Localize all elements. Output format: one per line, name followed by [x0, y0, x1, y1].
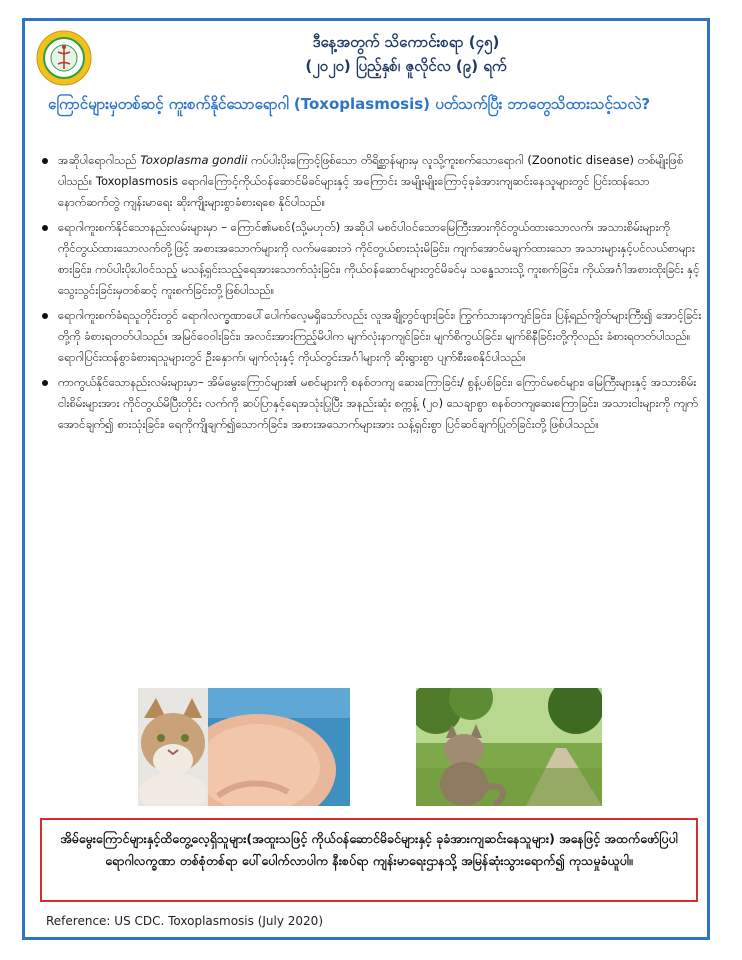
bullet-text: ကပ်ပါးပိုးကြောင့်ဖြစ်သော တိရိစ္ဆာန်များမှ လူသို့ကူးစက်သောရောဂါ (Zoonotic disease) တစ်မျိုးဖြစ်ပါသည်။ Toxoplasmosis ရောဂါကြောင့်ကိုယ်ဝန်ဆောင်မိခင်များနှင့် အကြောင်း အမျိုးမျိုးကြောင့်ခုခံအားကျဆင်းနေသူများတွင် ပြင်းထန်သောနောက်ဆက်တွဲ ကျန်းမာရေး ဆိုးကျိုးများစွာခံစားရစေ နိုင်ပါသည်။ [58, 153, 684, 209]
bullet-icon [42, 158, 48, 164]
bullet-text: ကာကွယ်နိုင်သောနည်းလမ်းများမှာ– အိမ်မွေးကြောင်များ၏ မစင်များကို စနစ်တကျ ဆေးကြောခြင်း/ စွန့်ပစ်ခြင်း၊ ကြောင်မစင်များ၊ မြေကြီးများနှင့် အသားစိမ်းငါးစိမ်းများအား ကိုင်တွယ်မိပြီးတိုင်း လက်ကို ဆပ်ပြာနှင့်ရေအသုံးပြုပြီး အနည်းဆုံး စက္ကန့် (၂၀) သေချာစွာ စနစ်တကျဆေးကြောခြင်း၊ အသားငါးများကို ကျက်အောင်ချက်၍ စားသုံးခြင်း၊ ရေကိုကျိုချက်၍သောက်ခြင်း၊ အစားအသောက်များအား သန့်ရှင်းစွာ ပြင်ဆင်ချက်ပြုတ်ခြင်းတို့ ဖြစ်ပါသည်။ [58, 375, 698, 431]
header-title [110, 30, 702, 78]
header-line-2: (၂၀၂၀) ပြည့်နှစ်၊ ဇူလိုင်လ (၉) ရက် [305, 57, 507, 75]
bullet-text-italic: Toxoplasma gondii [140, 153, 248, 167]
cat-pregnant-woman-photo [138, 688, 350, 806]
bullet-icon [42, 313, 48, 319]
bullet-list [38, 150, 702, 439]
bullet-text: ရောဂါကူးစက်နိုင်သောနည်းလမ်းများမှာ – ကြောင်၏မစင်(သို့မဟုတ်) အဆိုပါ မစင်ပါဝင်သောမြေကြီးအားကိုင်တွယ်ထားသောလက်၊ အသားစိမ်းများကို ကိုင်တွယ်ထားသောလက်တို့ဖြင့် အစားအသောက်များကို လက်မဆေးဘဲ ကိုင်တွယ်စားသုံးမိခြင်း၊ ကျက်အောင်မချက်ထားသော အသားများနှင့်ပင်လယ်စာများစားခြင်း၊ ကပ်ပါးပိုးပါဝင်သည့် မသန့်ရှင်းသည့်ရေအားသောက်သုံးခြင်း၊ ကိုယ်ဝန်ဆောင်များတွင်မိခင်မှ သန္ဓေသားသို့ ကူးစက်ခြင်း၊ ကိုယ်အင်္ဂါအစားထိုးခြင်း နှင့် သွေးသွင်းခြင်းမှတစ်ဆင့် ကူးစက်ခြင်းတို့ဖြစ်ပါသည်။ [58, 220, 700, 297]
notice-box: အိမ်မွေးကြောင်များနှင့်ထိတွေ့လေ့ရှိသူများ(အထူးသဖြင့် ကိုယ်ဝန်ဆောင်မိခင်များနှင့် ခုခံအားကျဆင်းနေသူများ) အနေဖြင့် အထက်ဖော်ပြပါ ရောဂါလက္ခဏာ တစ်စုံတစ်ရာ ပေါ်ပေါက်လာပါက နီးစပ်ရာ ကျန်းမာရေးဌာနသို့ အမြန်ဆုံးသွားရောက်၍ ကုသမှုခံယူပါ။ [40, 818, 698, 902]
reference-text: Reference: US CDC. Toxoplasmosis (July 2020) [46, 914, 324, 928]
bullet-icon [42, 380, 48, 386]
section-heading: ကြောင်များမှတစ်ဆင့် ကူးစက်နိုင်သောရောဂါ (Toxoplasmosis) ပတ်သက်ပြီး ဘာတွေသိထားသင့်သလဲ? [48, 95, 651, 113]
list-item [38, 372, 702, 435]
header-line-1: ဒီနေ့အတွက် သိကောင်းစရာ (၄၅) [312, 33, 500, 51]
bullet-text-pre: အဆိုပါရောဂါသည် [58, 153, 141, 167]
cat-in-park-photo [416, 688, 602, 806]
ministry-logo [36, 30, 92, 86]
list-item [38, 150, 702, 213]
list-item [38, 305, 702, 368]
bullet-icon [42, 225, 48, 231]
bullet-text: ရောဂါကူးစက်ခံရသူတိုင်းတွင် ရောဂါလက္ခဏာပေါ်ပေါက်လေ့မရှိသော်လည်း လူအချို့တွင်ဖျားခြင်း၊ ကြွက်သားနာကျင်ခြင်း၊ ပြန့်ရည်ကျိတ်များကြီး၍ အောင့်ခြင်းတို့ကို ခံစားရတတ်ပါသည်။ အမြင်ဝေဝါးခြင်း၊ အလင်းအားကြည့်မိပါက မျက်လုံးနာကျင်ခြင်း၊ မျက်စိကွယ်ခြင်း၊ မျက်စိနီခြင်းတို့ကိုလည်း ခံစားရတတ်ပါသည်။ ရောဂါပြင်းထန်စွာခံစားရသူများတွင် ဦးနှောက်၊ မျက်လုံးနှင့် ကိုယ်တွင်းအင်္ဂါများကို ဆိုးရွားစွာ ပျက်စီးစေနိုင်ပါသည်။ [58, 308, 702, 364]
list-item [38, 217, 702, 301]
